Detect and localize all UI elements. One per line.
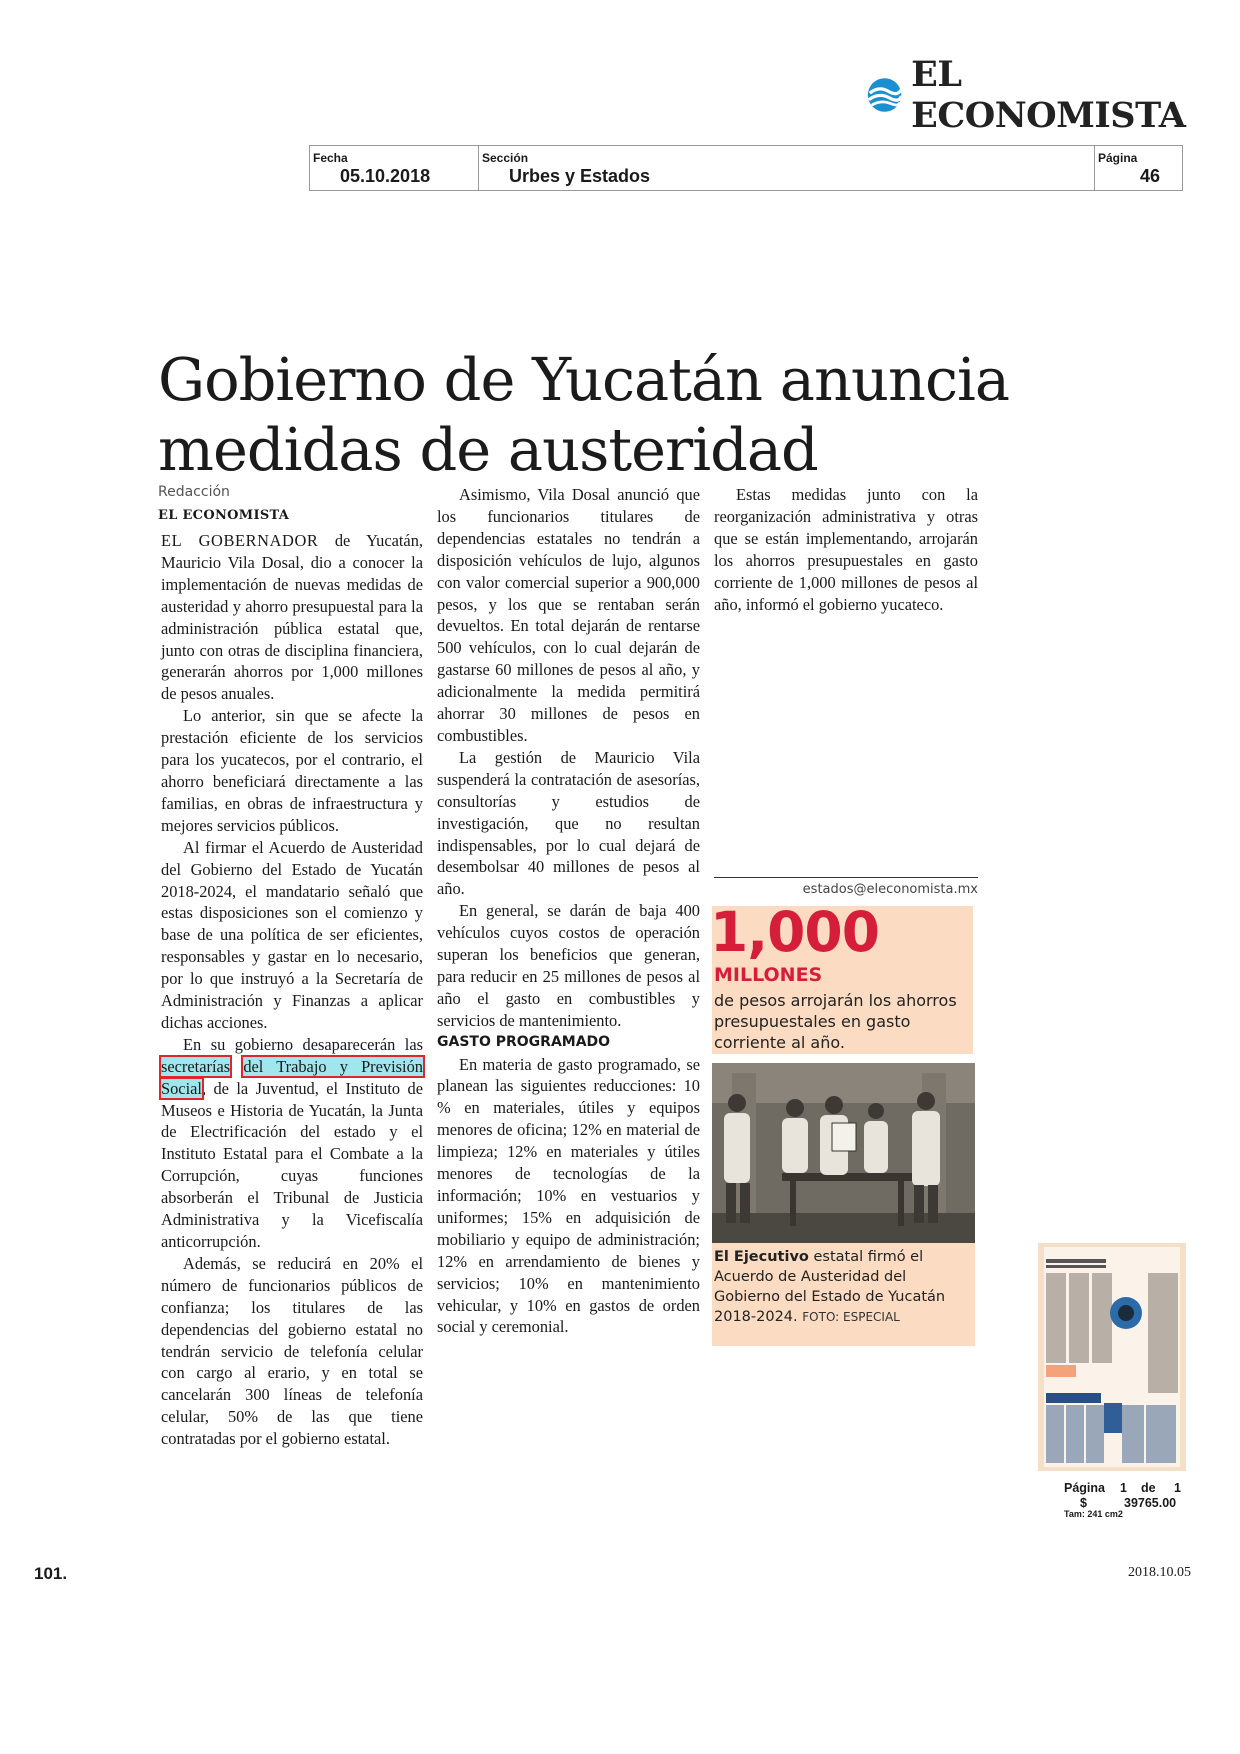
highlight-secretarias: secretarías bbox=[161, 1056, 231, 1076]
stat-number: 1,000 bbox=[710, 900, 879, 964]
highlight-trabajo-prevision: del Trabajo y Previsión Social bbox=[161, 1056, 423, 1098]
paragraph-10: Estas medidas junto con la reorganización administrativa y otras que se están implementando, arrojarán los ahorros presupuestales en gasto corriente de 1,000 millones de pesos al año, informó el gobierno yucateco. bbox=[714, 485, 978, 614]
highlight-gap bbox=[230, 1057, 243, 1076]
signing-ceremony-photo bbox=[712, 1063, 975, 1243]
newspaper-logo bbox=[866, 54, 1240, 136]
lead-in: EL GOBERNADOR bbox=[161, 531, 319, 550]
paragraph-4-start: En su gobierno desaparecerán las bbox=[183, 1034, 423, 1054]
author-email: estados@eleconomista.mx bbox=[802, 882, 978, 897]
date-label: Fecha bbox=[313, 151, 348, 165]
amount-value: 39765.00 bbox=[1124, 1496, 1177, 1510]
paragraph-4-end: , de la Juventud, el Instituto de Museos e Historia de Yucatán, la Junta de Electrificación del estado y el Instituto Estatal para el Combate a la Corrupción, cuyas funciones absorberán el Tribunal de Justicia Administrativa y la Vicefiscalía anticorrupción. bbox=[161, 1078, 423, 1251]
page-label: Página bbox=[1098, 151, 1138, 165]
newspaper-page-thumbnail bbox=[1038, 1243, 1186, 1471]
page-cell bbox=[1095, 146, 1182, 190]
article-column-1 bbox=[161, 530, 423, 1450]
pagina-label: Página bbox=[1064, 1481, 1105, 1495]
size-row bbox=[1062, 1511, 1182, 1526]
date-value: 05.10.2018 bbox=[340, 166, 431, 186]
paragraph-9: En materia de gasto programado, se planean las siguientes reducciones: 10 % en materiales, útiles y equipos menores de oficina; 12% en material de limpieza; 12% en materiales y útiles menores de tecnologías de la información; 10% en vestuarios y uniformes; 15% en adquisición de mobiliario y equipo de administración; 12% en arrendamiento de bienes y servicios; 10% en mantenimiento vehicular, y 10% en gastos de orden social y ceremonial. bbox=[437, 1054, 700, 1337]
de-label: de bbox=[1141, 1481, 1156, 1495]
footer-page-code: 101. bbox=[34, 1564, 68, 1583]
byline-org: EL ECONOMISTA bbox=[158, 508, 290, 523]
page-number: 1 bbox=[1120, 1481, 1127, 1495]
paragraph-5: Además, se reducirá en 20% el número de funcionarios públicos de confianza; los titulares de las dependencias del gobierno estatal no tendrán servicio de telefonía celular con cargo al erario, y en total se cancelarán 300 líneas de telefonía celular, 50% de las que tiene contratadas por el gobierno estatal. bbox=[161, 1253, 423, 1449]
photo-credit: FOTO: ESPECIAL bbox=[802, 1310, 900, 1324]
footer-date: 2018.10.05 bbox=[1128, 1565, 1191, 1580]
subhead-gasto-programado: GASTO PROGRAMADO bbox=[437, 1033, 611, 1050]
wave-globe-icon bbox=[866, 76, 903, 114]
section-cell bbox=[479, 146, 1095, 190]
byline: Redacción bbox=[158, 484, 230, 500]
article-headline: Gobierno de Yucatán anuncia medidas de austeridad bbox=[158, 345, 1010, 484]
stat-description: de pesos arrojarán los ahorros presupuestales en gasto corriente al año. bbox=[714, 991, 957, 1052]
page-value: 46 bbox=[1139, 166, 1160, 186]
paragraph-4 bbox=[161, 1034, 423, 1253]
caption-text: estatal firmó el Acuerdo de Austeridad del Gobierno del Estado de Yucatán 2018-2024. bbox=[714, 1249, 946, 1325]
section-label: Sección bbox=[482, 151, 529, 165]
photo-caption-box bbox=[712, 1243, 975, 1346]
paragraph-6: Asimismo, Vila Dosal anunció que los funcionarios titulares de dependencias estatales no tendrán a disposición vehículos de lujo, algunos con valor comercial superior a 900,000 pesos, y los que se rentaban serán devueltos. En total dejarán de rentarse 500 vehículos, con lo cual dejarán de gastarse 60 millones de pesos al año, y adicionalmente la medida permitirá ahorrar 30 millones de pesos en combustibles. bbox=[437, 485, 700, 745]
metadata-table bbox=[309, 145, 1183, 191]
stat-callout bbox=[710, 900, 973, 1054]
paragraph-7: La gestión de Mauricio Vila suspenderá la contratación de asesorías, consultorías y estudios de investigación, que no resultan indispensables, por lo cual dejará de desembolsar 40 millones de pesos al año. bbox=[437, 747, 700, 899]
paragraph-2: Lo anterior, sin que se afecte la prestación eficiente de los servicios para los yucatecos, por el contrario, el ahorro beneficiará directamente a las familias, en obras de infraestructura y mejores servicios públicos. bbox=[161, 706, 423, 835]
paragraph-3: Al firmar el Acuerdo de Austeridad del Gobierno del Estado de Yucatán 2018-2024, el mandatario señaló que estas disposiciones son el comienzo y base de una política de ser eficientes, responsables y gastar en lo necesario, por lo que instruyó a la Secretaría de Administración y Finanzas a aplicar dichas acciones. bbox=[161, 837, 423, 1032]
paragraph-8: En general, se darán de baja 400 vehículos cuyos costos de operación superan los beneficios que generan, para reducir en 25 millones de pesos al año el gasto en combustibles y servicios de mantenimiento. bbox=[437, 901, 700, 1030]
article-column-2 bbox=[437, 484, 700, 1338]
email-divider bbox=[714, 877, 978, 878]
logo-text: EL ECONOMISTA bbox=[911, 54, 1186, 136]
size-value: Tam: 241 cm2 bbox=[1064, 1509, 1123, 1519]
page-thumbnail bbox=[1038, 1243, 1186, 1471]
page-info bbox=[1062, 1481, 1182, 1526]
caption-lead: El Ejecutivo bbox=[714, 1249, 809, 1265]
page-total: 1 bbox=[1174, 1481, 1181, 1495]
currency-symbol: $ bbox=[1080, 1496, 1087, 1510]
news-photo bbox=[712, 1063, 975, 1243]
stat-unit: MILLONES bbox=[714, 964, 823, 986]
section-value: Urbes y Estados bbox=[509, 166, 651, 186]
paragraph-1 bbox=[161, 530, 423, 705]
paragraph-1-text: de Yucatán, Mauricio Vila Dosal, dio a conocer la implementación de nuevas medidas de austeridad y ahorro presupuestal para la administración pública estatal que, junto con otras de disciplina financiera, generarán ahorros por 1,000 millones de pesos anuales. bbox=[161, 531, 423, 704]
article-column-3 bbox=[714, 484, 978, 615]
page-count-row bbox=[1062, 1481, 1182, 1496]
photo-caption bbox=[714, 1247, 972, 1327]
date-cell bbox=[310, 146, 479, 190]
